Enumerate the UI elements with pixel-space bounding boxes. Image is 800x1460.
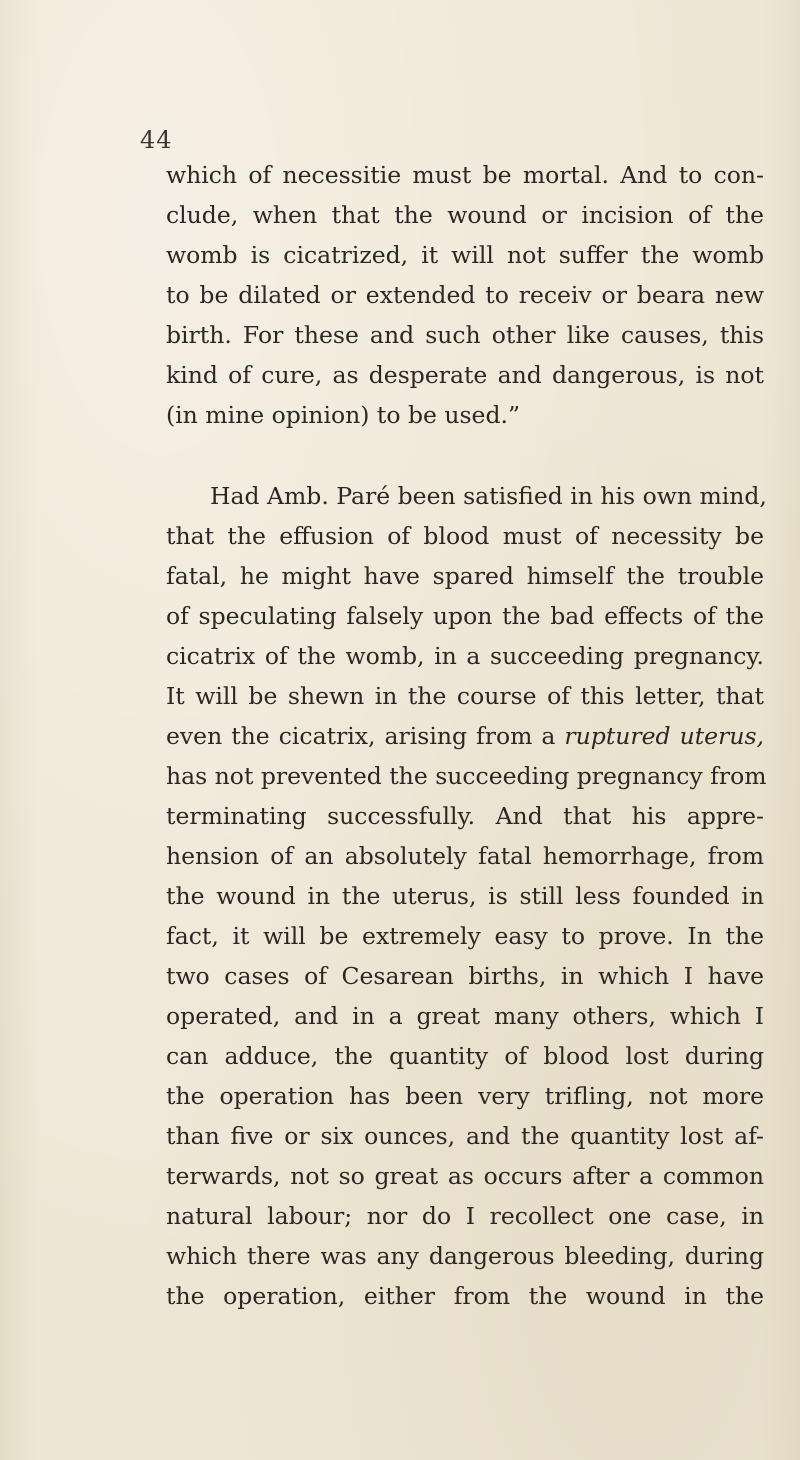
text-line: natural labour; nor do I recollect one case, in [166, 1202, 764, 1230]
text-line: kind of cure, as desperate and dangerous, is not [166, 361, 764, 389]
text-line: two cases of Cesarean births, in which I have [166, 962, 764, 990]
text-line: the operation, either from the wound in the [166, 1282, 764, 1310]
text-line: terminating successfully. And that his appre- [166, 802, 764, 830]
text-line: terwards, not so great as occurs after a common [166, 1162, 764, 1190]
italic-phrase: ruptured uterus, [564, 722, 764, 750]
text-line: has not prevented the succeeding pregnancy from [166, 762, 767, 790]
text-line: that the effusion of blood must of necessity be [166, 522, 764, 550]
text-line: which there was any dangerous bleeding, during [166, 1242, 764, 1270]
text-line: womb is cicatrized, it will not suffer the womb [166, 241, 764, 269]
text-segment: even the cicatrix, arising from a [166, 722, 556, 750]
text-line: fact, it will be extremely easy to prove. In the [166, 922, 764, 950]
text-line: fatal, he might have spared himself the trouble [166, 562, 764, 590]
text-line: (in mine opinion) to be used.” [166, 401, 520, 429]
text-line: birth. For these and such other like causes, this [166, 321, 764, 349]
text-line-with-italic [166, 720, 764, 752]
text-line: the wound in the uterus, is still less founded in [166, 882, 764, 910]
text-line: than five or six ounces, and the quantity lost af- [166, 1122, 764, 1150]
text-line: to be dilated or extended to receiv or beara new [166, 281, 764, 309]
text-line: of speculating falsely upon the bad effects of the [166, 602, 764, 630]
text-line: cicatrix of the womb, in a succeeding pregnancy. [166, 642, 764, 670]
text-line: which of necessitie must be mortal. And to con- [166, 161, 764, 189]
text-line: the operation has been very trifling, not more [166, 1082, 764, 1110]
text-line: can adduce, the quantity of blood lost during [166, 1042, 764, 1070]
text-line: operated, and in a great many others, which I [166, 1002, 764, 1030]
text-line: clude, when that the wound or incision of the [166, 201, 764, 229]
text-line: Had Amb. Paré been satisfied in his own mind, [210, 482, 767, 510]
text-line: It will be shewn in the course of this letter, that [166, 682, 764, 710]
page-number: 44 [140, 126, 173, 154]
text-line: hension of an absolutely fatal hemorrhage, from [166, 842, 764, 870]
